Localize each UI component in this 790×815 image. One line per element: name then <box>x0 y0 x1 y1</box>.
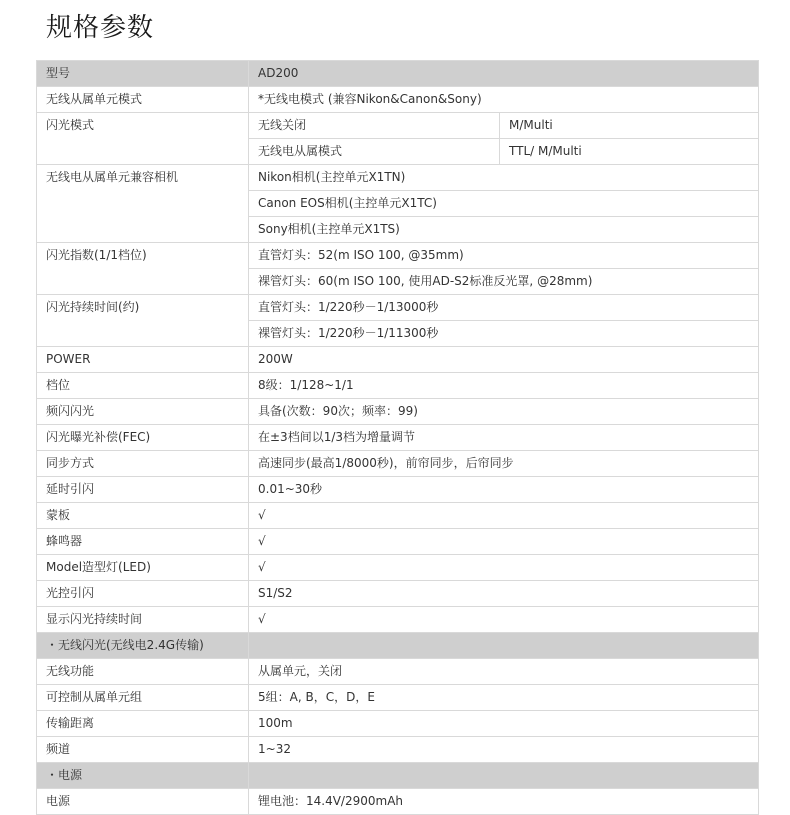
table-row <box>37 347 759 373</box>
row-value: *无线电模式 (兼容Nikon&Canon&Sony) <box>249 87 759 113</box>
table-row <box>37 165 759 191</box>
row-label: Model造型灯(LED) <box>37 555 249 581</box>
row-value: TTL/ M/Multi <box>500 139 759 165</box>
row-value: 直管灯头：1/220秒－1/13000秒 <box>249 295 759 321</box>
row-value: Nikon相机(主控单元X1TN) <box>249 165 759 191</box>
model-label: 型号 <box>37 61 249 87</box>
row-label: 无线电从属单元兼容相机 <box>37 165 249 243</box>
table-row <box>37 477 759 503</box>
section-title: ・无线闪光(无线电2.4G传输) <box>37 633 249 659</box>
row-label: 可控制从属单元组 <box>37 685 249 711</box>
table-row <box>37 451 759 477</box>
page-title: 规格参数 <box>46 13 155 43</box>
table-header-row <box>37 61 759 87</box>
check-mark: √ <box>249 529 759 555</box>
row-value: S1/S2 <box>249 581 759 607</box>
row-label: 蜂鸣器 <box>37 529 249 555</box>
model-value: AD200 <box>249 61 759 87</box>
row-label: POWER <box>37 347 249 373</box>
table-row <box>37 425 759 451</box>
row-value: 在±3档间以1/3档为增量调节 <box>249 425 759 451</box>
row-label: 频闪闪光 <box>37 399 249 425</box>
row-value: 无线关闭 <box>249 113 500 139</box>
row-label: 闪光指数(1/1档位) <box>37 243 249 295</box>
row-value: 无线电从属模式 <box>249 139 500 165</box>
table-row <box>37 659 759 685</box>
row-value: 5组：A, B，C，D，E <box>249 685 759 711</box>
table-row <box>37 555 759 581</box>
row-value: 100m <box>249 711 759 737</box>
row-value: 0.01~30秒 <box>249 477 759 503</box>
row-label: 延时引闪 <box>37 477 249 503</box>
row-label: 频道 <box>37 737 249 763</box>
table-row <box>37 607 759 633</box>
row-value: 200W <box>249 347 759 373</box>
row-value: 具备(次数：90次；频率：99) <box>249 399 759 425</box>
table-row <box>37 373 759 399</box>
row-label: 电源 <box>37 789 249 815</box>
table-row <box>37 399 759 425</box>
table-row <box>37 113 759 139</box>
row-label: 无线功能 <box>37 659 249 685</box>
table-row <box>37 529 759 555</box>
check-mark: √ <box>249 503 759 529</box>
row-value: Canon EOS相机(主控单元X1TC) <box>249 191 759 217</box>
table-row <box>37 503 759 529</box>
row-value: 8级：1/128~1/1 <box>249 373 759 399</box>
row-value: 1~32 <box>249 737 759 763</box>
table-row <box>37 243 759 269</box>
row-value: 裸管灯头：60(m ISO 100, 使用AD-S2标准反光罩, @28mm) <box>249 269 759 295</box>
table-row <box>37 737 759 763</box>
section-empty-cell <box>249 763 759 789</box>
section-title: ・电源 <box>37 763 249 789</box>
row-value: 高速同步(最高1/8000秒)，前帘同步，后帘同步 <box>249 451 759 477</box>
row-value: M/Multi <box>500 113 759 139</box>
table-row <box>37 581 759 607</box>
row-label: 传输距离 <box>37 711 249 737</box>
row-label: 同步方式 <box>37 451 249 477</box>
row-label: 闪光曝光补偿(FEC) <box>37 425 249 451</box>
section-header-power <box>37 763 759 789</box>
check-mark: √ <box>249 555 759 581</box>
spec-table <box>36 60 759 815</box>
row-label: 蒙板 <box>37 503 249 529</box>
row-value: 从属单元，关闭 <box>249 659 759 685</box>
row-value: 裸管灯头：1/220秒－1/11300秒 <box>249 321 759 347</box>
row-label: 闪光持续时间(约) <box>37 295 249 347</box>
row-label: 光控引闪 <box>37 581 249 607</box>
table-row <box>37 789 759 815</box>
section-header-wireless <box>37 633 759 659</box>
row-value: Sony相机(主控单元X1TS) <box>249 217 759 243</box>
row-label: 档位 <box>37 373 249 399</box>
table-row <box>37 87 759 113</box>
row-value: 锂电池：14.4V/2900mAh <box>249 789 759 815</box>
table-row <box>37 295 759 321</box>
row-label: 显示闪光持续时间 <box>37 607 249 633</box>
row-label: 无线从属单元模式 <box>37 87 249 113</box>
row-label: 闪光模式 <box>37 113 249 165</box>
table-row <box>37 711 759 737</box>
table-row <box>37 685 759 711</box>
check-mark: √ <box>249 607 759 633</box>
section-empty-cell <box>249 633 759 659</box>
row-value: 直管灯头：52(m ISO 100, @35mm) <box>249 243 759 269</box>
